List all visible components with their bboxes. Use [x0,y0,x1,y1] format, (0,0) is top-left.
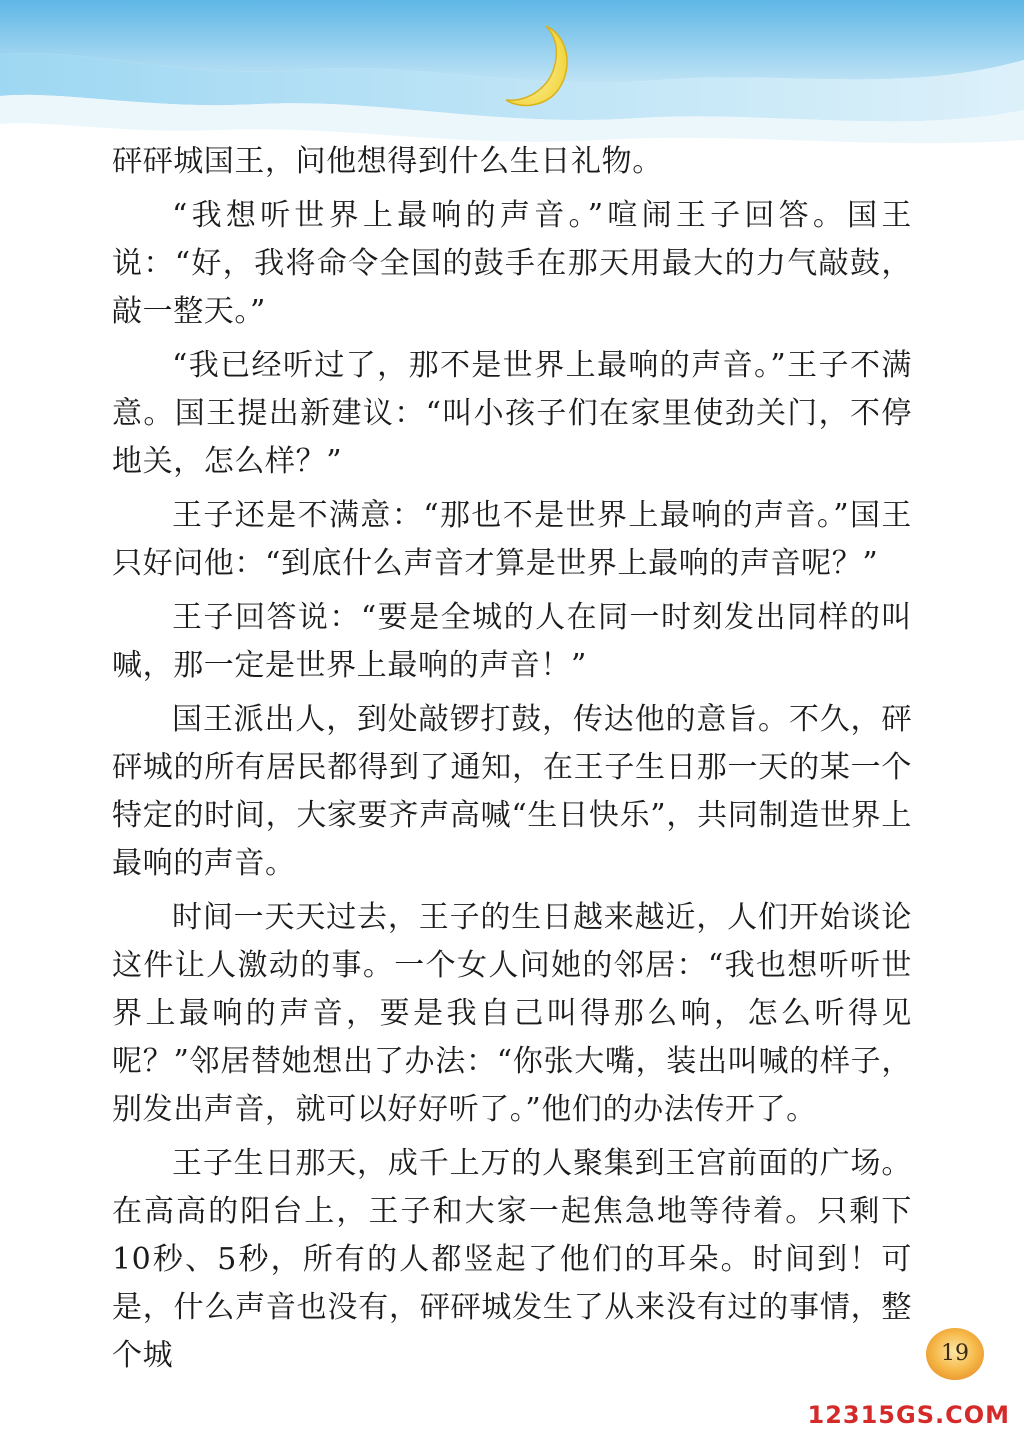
paragraph: 王子回答说：“要是全城的人在同一时刻发出同样的叫喊，那一定是世界上最响的声音！” [112,600,912,683]
site-watermark: 12315GS.COM [807,1401,1010,1429]
paragraph: 国王派出人，到处敲锣打鼓，传达他的意旨。不久，砰砰城的所有居民都得到了通知，在王子生日那一天的某一个特定的时间，大家要齐声高喊“生日快乐”，共同制造世界上最响的声音。 [112,702,912,881]
paragraph: 王子生日那天，成千上万的人聚集到王宫前面的广场。在高高的阳台上，王子和大家一起焦急地等待着。只剩下10秒、5秒，所有的人都竖起了他们的耳朵。时间到！可是，什么声音也没有，砰砰城发生了从来没有过的事情，整个城 [112,1146,912,1373]
paragraph: 时间一天天过去，王子的生日越来越近，人们开始谈论这件让人激动的事。一个女人问她的邻居：“我也想听听世界上最响的声音，要是我自己叫得那么响，怎么听得见呢？”邻居替她想出了办法：“你张大嘴，装出叫喊的样子，别发出声音，就可以好好听了。”他们的办法传开了。 [112,900,912,1127]
paragraph: “我想听世界上最响的声音。”喧闹王子回答。国王说：“好，我将命令全国的鼓手在那天用最大的力气敲鼓，敲一整天。” [112,198,912,329]
paragraph: 砰砰城国王，问他想得到什么生日礼物。 [112,144,663,179]
story-text [112,138,912,1386]
paragraph: “我已经听过了，那不是世界上最响的声音。”王子不满意。国王提出新建议：“叫小孩子们在家里使劲关门，不停地关，怎么样？” [112,348,912,479]
paragraph: 王子还是不满意：“那也不是世界上最响的声音。”国王只好问他：“到底什么声音才算是世界上最响的声音呢？” [112,498,912,581]
page-number: 19 [941,1341,969,1366]
moon-icon [498,22,578,112]
